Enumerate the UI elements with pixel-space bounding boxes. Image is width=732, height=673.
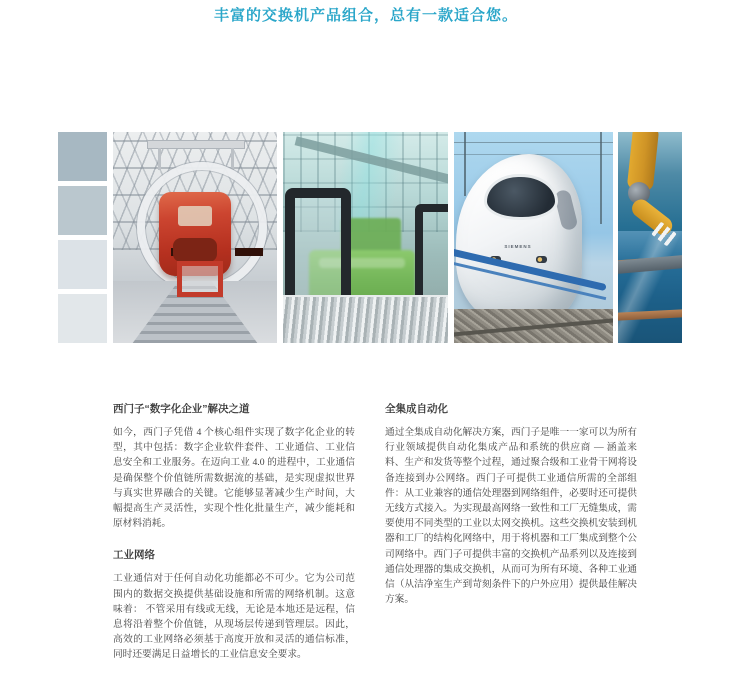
decor-tile-3 [58, 240, 107, 289]
column-right [385, 403, 637, 663]
page-title: 丰富的交换机产品组合，总有一款适合您。 [213, 7, 518, 24]
hanger-bar [147, 140, 245, 149]
red-portal-frame [177, 261, 223, 297]
train-windshield [484, 174, 558, 220]
decor-tile-4 [58, 294, 107, 343]
photo-car-assembly [113, 132, 277, 343]
photo-conveyor [283, 132, 448, 343]
roller-conveyor [283, 295, 448, 343]
heading-digital-enterprise: 西门子“数字化企业”解决之道 [113, 403, 250, 415]
siemens-train-badge: SIEMENS [504, 244, 532, 249]
photo-robot-arm [618, 132, 682, 343]
paragraph-digital-enterprise: 如今，西门子凭借 4 个核心组件实现了数字化企业的转型，其中包括：数字企业软件套件、工业通信、工业信息安全和工业服务。在迈向工业 4.0 的进程中，工业通信是确保整个价值链所需数据流的基础，是实现虚拟世界与真实世界融合的关键。它能够显著减少生产时间，大幅提高生产灵活性，实现个性化批量生产，减少能耗和原材料消耗。 [113, 427, 355, 530]
heading-industrial-networks: 工业网络 [113, 549, 155, 562]
train-headlight-right [536, 256, 547, 263]
paragraph-industrial-networks: 工业通信对于任何自动化功能都必不可少。它为公司范围内的数据交换提供基础设施和所需的网络机制。这意味着： 不管采用有线或无线，无论是本地还是远程，信息将沿着整个价值链，从现场层传递到管理层。因此，高效的工业网络必须基于高度开放和灵活的通信标准，同时还要满足日益增长的工业信息安全要求。 [113, 573, 355, 661]
heading-totally-integrated-automation: 全集成自动化 [385, 403, 448, 415]
column-left [113, 403, 355, 663]
content-columns [113, 403, 637, 663]
decor-tile-1 [58, 132, 107, 181]
blue-foil-wrap [618, 231, 682, 343]
decor-tile-2 [58, 186, 107, 235]
paragraph-totally-integrated-automation: 通过全集成自动化解决方案，西门子是唯一一家可以为所有行业领域提供自动化集成产品和系统的供应商 — 涵盖来料、生产和发货等整个过程，通过聚合级和工业骨干网将设备连接到办公网络。西门子可提供工业通信所需的全部组件：从工业兼容的通信处理器到网络组件，必要时还可提供无线方式接入。为实现最高网络一致性和工厂无缝集成，需要使用不同类型的工业以太网交换机。这些交换机安装到机器和工厂的结构化网络中，用于将机器和工厂集成到整个公司网络中。西门子可提供丰富的交换机产品系列以及连接到通信处理器的集成交换机，从而可为所有环境、各种工业通信（从洁净室生产到苛刻条件下的户外应用）提供最佳解决方案。 [385, 427, 637, 606]
photo-train [454, 132, 613, 343]
